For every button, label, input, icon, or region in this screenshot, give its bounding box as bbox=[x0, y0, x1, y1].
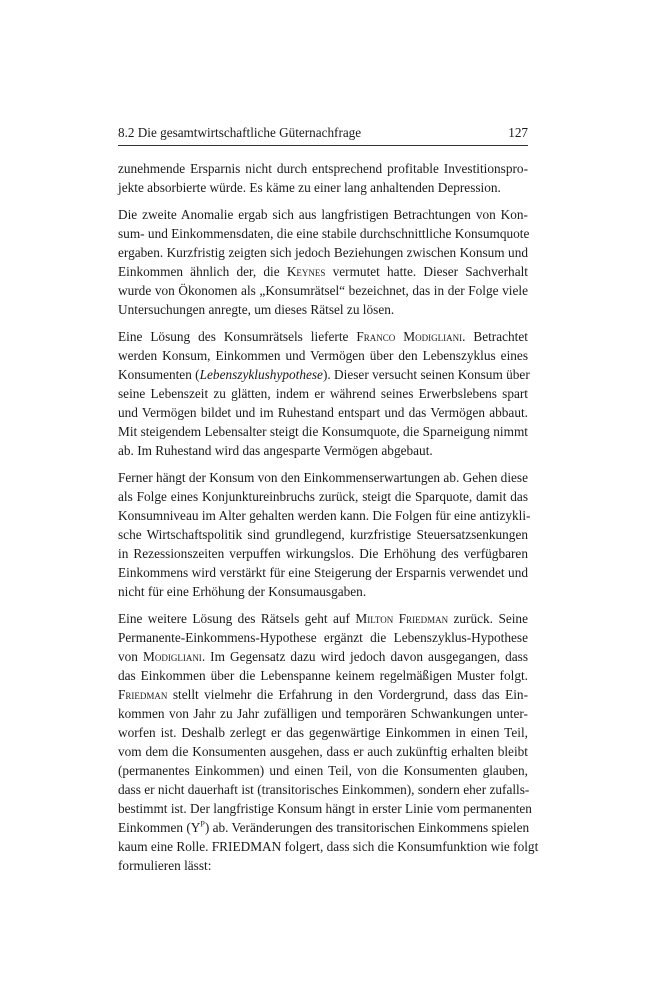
text-line: Einkommen ähnlich der, die Keynes vermutet hatte. Dieser Sachverhalt bbox=[118, 264, 528, 279]
text-line: Eine Lösung des Konsumrätsels lieferte Franco Modigliani. Betrachtet bbox=[118, 329, 528, 344]
text-line: wurde von Ökonomen als „Konsumrätsel“ bezeichnet, das in der Folge viele bbox=[118, 283, 528, 298]
text-line: (permanentes Einkommen) und einen Teil, von die Konsumenten glauben, bbox=[118, 763, 528, 778]
superscript: P bbox=[200, 819, 205, 829]
paragraph bbox=[118, 205, 528, 319]
text-line: Die zweite Anomalie ergab sich aus langfristigen Betrachtungen von Kon- bbox=[118, 207, 528, 222]
text-line: jekte absorbierte würde. Es käme zu einer lang anhaltenden Depression. bbox=[118, 180, 501, 195]
text-line: Friedman stellt vielmehr die Erfahrung in den Vordergrund, dass das Ein- bbox=[118, 687, 528, 702]
book-page bbox=[118, 124, 539, 883]
text-line: ab. Im Ruhestand wird das angesparte Vermögen abgebaut. bbox=[118, 443, 433, 458]
text-line: Einkommens wird verstärkt für eine Steigerung der Ersparnis verwendet und bbox=[118, 565, 528, 580]
text-line: ergaben. Kurzfristig zeigten sich jedoch Beziehungen zwischen Konsum und bbox=[118, 245, 528, 260]
paragraph bbox=[118, 609, 539, 875]
text-line: Ferner hängt der Konsum von den Einkommenserwartungen ab. Gehen diese bbox=[118, 470, 528, 485]
text-line: Untersuchungen anregte, um dieses Rätsel zu lösen. bbox=[118, 302, 395, 317]
text-line: zunehmende Ersparnis nicht durch entsprechend profitable Investitionspro- bbox=[118, 161, 528, 176]
text-line: bestimmt ist. Der langfristige Konsum hängt in erster Linie vom permanenten bbox=[118, 801, 532, 816]
page-number: 127 bbox=[508, 125, 528, 140]
text-line: worfen ist. Deshalb zerlegt er das gegenwärtige Einkommen in einen Teil, bbox=[118, 725, 528, 740]
text-line: kaum eine Rolle. FRIEDMAN folgert, dass sich die Konsumfunktion wie folgt bbox=[118, 839, 539, 854]
text-line: als Folge eines Konjunktureinbruchs zurück, steigt die Sparquote, damit das bbox=[118, 489, 528, 504]
text-line: Permanente-Einkommens-Hypothese ergänzt die Lebenszyklus-Hypothese bbox=[118, 630, 528, 645]
running-header bbox=[118, 124, 528, 146]
text-line: nicht für eine Erhöhung der Konsumausgaben. bbox=[118, 584, 367, 599]
text-line: formulieren lässt: bbox=[118, 858, 212, 873]
author-name: Franco Modigliani bbox=[356, 329, 463, 344]
text-line: werden Konsum, Einkommen und Vermögen über den Lebenszyklus eines bbox=[118, 348, 528, 363]
text-line: Einkommen $(Y^P)$ ab. Veränderungen des transitorischen Einkommens spielen bbox=[118, 819, 530, 835]
body-text bbox=[118, 159, 539, 875]
text-line: Eine weitere Lösung des Rätsels geht auf Milton Friedman zurück. Seine bbox=[118, 611, 528, 626]
text-line: Konsumenten (Lebenszyklushypothese). Dieser versucht seinen Konsum über bbox=[118, 367, 530, 382]
text-line: Konsumniveau im Alter gehalten werden kann. Die Folgen für eine antizykli- bbox=[118, 508, 531, 523]
paragraph bbox=[118, 468, 531, 601]
text-line: das Einkommen über die Lebenspanne keinem regelmäßigen Muster folgt. bbox=[118, 668, 528, 683]
author-name: Keynes bbox=[286, 264, 326, 279]
text-line: seine Lebenszeit zu glätten, indem er während seines Erwerbslebens spart bbox=[118, 386, 528, 401]
text-line: Mit steigendem Lebensalter steigt die Konsumquote, die Sparneigung nimmt bbox=[118, 424, 528, 439]
paragraph bbox=[118, 327, 528, 460]
paragraph bbox=[118, 159, 528, 197]
section-title: 8.2 Die gesamtwirtschaftliche Güternachfrage bbox=[118, 125, 362, 140]
author-name: Friedman bbox=[118, 687, 168, 702]
text-line: kommen von Jahr zu Jahr zufälligen und temporären Schwankungen unter- bbox=[118, 706, 528, 721]
text-line: sche Wirtschaftspolitik sind grundlegend, kurzfristige Steuersatzsenkungen bbox=[118, 527, 528, 542]
text-line: dass er nicht dauerhaft ist (transitorisches Einkommen), sondern eher zufalls- bbox=[118, 782, 530, 797]
text-line: in Rezessionszeiten verpuffen wirkungslos. Die Erhöhung des verfügbaren bbox=[118, 546, 528, 561]
text-line: und Vermögen bildet und im Ruhestand entspart und das Vermögen abbaut. bbox=[118, 405, 528, 420]
text-line: vom dem die Konsumenten ausgehen, dass er auch zukünftig erhalten bleibt bbox=[118, 744, 528, 759]
text-line: sum- und Einkommensdaten, die eine stabile durchschnittliche Konsumquote bbox=[118, 226, 530, 241]
text-line: von Modigliani. Im Gegensatz dazu wird jedoch davon ausgegangen, dass bbox=[118, 649, 528, 664]
emphasis: Lebenszyklushypothese bbox=[199, 367, 323, 382]
author-name: Modigliani bbox=[143, 649, 202, 664]
author-name: Milton Friedman bbox=[355, 611, 449, 626]
